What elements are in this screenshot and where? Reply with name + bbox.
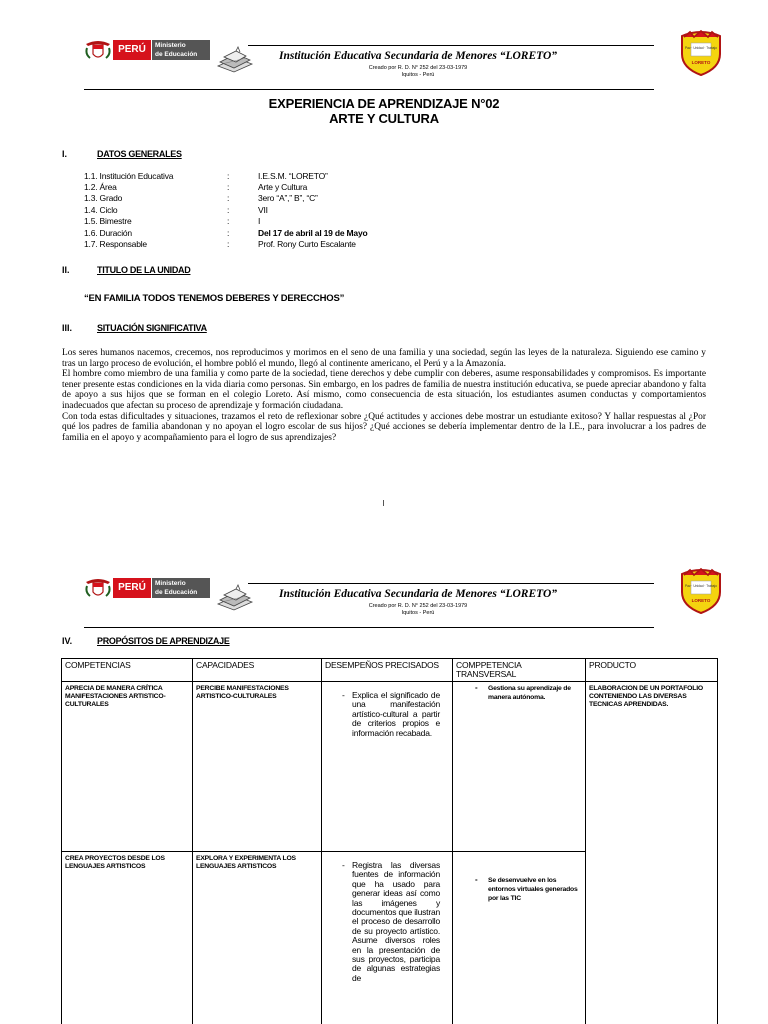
situation-paragraph: Los seres humanos nacemos, crecemos, nos reproducimos y morimos en el seno de una familia y una sociedad, según las leyes de la naturaleza. Siguiendo ese camino y tras un largo proceso de evolución, el hombre pobló el mundo, llegó al continente americano, el Perú y a la Amazonía.: [62, 348, 706, 369]
general-data-row: [84, 182, 684, 193]
ministry-label: [152, 40, 210, 60]
section-2-heading: TITULO DE LA UNIDAD: [97, 265, 191, 275]
section-1-heading: DATOS GENERALES: [97, 149, 182, 159]
header-bottom-rule: [84, 89, 654, 90]
school-shield-logo-icon: [676, 566, 726, 614]
general-data-colon: :: [227, 216, 230, 226]
page-header: [0, 28, 768, 88]
capacidad-cell: EXPLORA Y EXPERIMENTA LOS LENGUAJES ARTISTICOS: [193, 852, 322, 1024]
table-row: [62, 682, 718, 852]
column-header: CAPACIDADES: [193, 659, 322, 682]
table-header-row: [62, 659, 718, 682]
general-data-value: Arte y Cultura: [258, 182, 308, 192]
page-break-mark: [383, 500, 384, 506]
institution-name: Institución Educativa Secundaria de Menores “LORETO”: [278, 50, 558, 62]
general-data-key: 1.4. Ciclo: [84, 205, 118, 215]
logo-motto: Paz · Unidad · Trabajo: [685, 46, 717, 50]
column-header: COMPPETENCIA TRANSVERSAL: [453, 659, 586, 682]
producto-cell: ELABORACION DE UN PORTAFOLIO CONTENIENDO LAS DIVERSAS TECNICAS APRENDIDAS.: [586, 682, 718, 1024]
situation-paragraph: El hombre como miembro de una familia y como parte de la sociedad, tiene derechos y debe cumplir con deberes, asume responsabilidades y compromisos. Es importante tener presente estas condiciones en la vida diaria como personas. Sin embargo, en los padres de familia de nuestra institución educativa, se puede apreciar abandono y falta de apoyo a sus hijos que se forman en el colegio Loreto. Así mismo, como consecuencia de esta situación, los estudiantes asumen conductas y comportamientos inadecuados que afectan su proceso de aprendizaje y formación ciudadana.: [62, 369, 706, 411]
general-data-value: I.E.S.M. “LORETO”: [258, 171, 328, 181]
general-data-key: 1.5. Bimestre: [84, 216, 132, 226]
header-bottom-rule: [84, 627, 654, 628]
unit-title: “EN FAMILIA TODOS TENEMOS DEBERES Y DERECCHOS”: [84, 293, 345, 304]
header-top-rule: [248, 583, 654, 584]
logo-motto: Paz · Unidad · Trabajo: [685, 584, 717, 588]
general-data-colon: :: [227, 239, 230, 249]
section-3-heading: SITUACIÓN SIGNIFICATIVA: [97, 323, 207, 333]
capacidad-cell: PERCIBE MANIFESTACIONES ARTISTICO-CULTURALES: [193, 682, 322, 852]
ministry-label: [152, 578, 210, 598]
general-data-key: 1.7. Responsable: [84, 239, 147, 249]
column-header: COMPETENCIAS: [62, 659, 193, 682]
peru-coat-of-arms-icon: [84, 576, 112, 600]
peru-coat-of-arms-icon: [84, 38, 112, 62]
ministry-line-1: Ministerio: [155, 580, 186, 587]
desempeno-text: Explica el significado de una manifestación artístico-cultural a partir de criterios propios e información recabada.: [352, 690, 440, 738]
school-shield-logo-icon: [676, 28, 726, 76]
general-data-key: 1.3. Grado: [84, 193, 123, 203]
section-3-number: III.: [62, 323, 73, 333]
peru-label: PERÚ: [113, 40, 151, 60]
bullet-dash: -: [342, 690, 345, 700]
learning-purposes-table: [61, 658, 718, 1024]
general-data-value: VII: [258, 205, 268, 215]
document-title-line-2: ARTE Y CULTURA: [329, 111, 439, 126]
institution-location: Iquitos - Perú: [401, 610, 435, 616]
logo-text: LORETO: [691, 60, 711, 65]
general-data-colon: :: [227, 171, 230, 181]
page-header: [0, 566, 768, 626]
general-data-row: [84, 239, 684, 250]
general-data-row: [84, 205, 684, 216]
desempeno-cell: [322, 682, 453, 852]
peru-label: PERÚ: [113, 578, 151, 598]
logo-text: LORETO: [691, 598, 711, 603]
ministry-line-1: Ministerio: [155, 42, 186, 49]
institution-created: Creado por R. D. N° 252 del 23-03-1979: [368, 603, 468, 609]
significant-situation-text: [62, 348, 706, 443]
header-top-rule: [248, 45, 654, 46]
transversal-text: Gestiona su aprendizaje de manera autónoma.: [488, 685, 571, 701]
general-data-key: 1.1. Institución Educativa: [84, 171, 174, 181]
section-4-number: IV.: [62, 636, 73, 646]
bullet-dash: -: [475, 875, 478, 884]
column-header: PRODUCTO: [586, 659, 718, 682]
competencia-cell: APRECIA DE MANERA CRÍTICA MANIFESTACIONES ARTISTICO-CULTURALES: [62, 682, 193, 852]
transversal-cell: [453, 852, 586, 1024]
general-data-colon: :: [227, 205, 230, 215]
general-data-row: [84, 216, 684, 227]
general-data-row: [84, 171, 684, 182]
transversal-text: Se desenvuelve en los entornos virtuales generados por las TIC: [488, 877, 578, 902]
general-data-key: 1.2. Área: [84, 182, 117, 192]
ministry-line-2: de Educación: [155, 589, 198, 596]
ministry-line-2: de Educación: [155, 51, 198, 58]
section-4-heading: PROPÓSITOS DE APRENDIZAJE: [97, 636, 230, 646]
general-data-row: [84, 193, 684, 204]
institution-location: Iquitos - Perú: [401, 72, 435, 78]
transversal-cell: [453, 682, 586, 852]
section-1-number: I.: [62, 149, 68, 159]
general-data-row: [84, 228, 684, 239]
institution-created: Creado por R. D. N° 252 del 23-03-1979: [368, 65, 468, 71]
desempeno-cell: [322, 852, 453, 1024]
general-data-colon: :: [227, 182, 230, 192]
general-data-colon: :: [227, 228, 230, 238]
general-data-colon: :: [227, 193, 230, 203]
section-2-number: II.: [62, 265, 70, 275]
general-data-value: I: [258, 216, 261, 226]
general-data-value: Prof. Rony Curto Escalante: [258, 239, 356, 249]
competencia-cell: CREA PROYECTOS DESDE LOS LENGUAJES ARTISTICOS: [62, 852, 193, 1024]
general-data-value: Del 17 de abril al 19 de Mayo: [258, 228, 368, 238]
institution-name: Institución Educativa Secundaria de Menores “LORETO”: [278, 588, 558, 600]
desempeno-text: Registra las diversas fuentes de información que ha usado para generar ideas así como las imágenes y documentos que ilustran el proceso de desarrollo de su proyecto artístico. Asume diversos roles en la presentación de sus proyectos, participa de algunas estrategias de: [352, 860, 441, 983]
general-data-value: 3ero “A”,” B”, “C”: [258, 193, 318, 203]
document-title-line-1: EXPERIENCIA DE APRENDIZAJE N°02: [268, 96, 500, 111]
bullet-dash: -: [342, 860, 345, 870]
situation-paragraph: Con toda estas dificultades y situaciones, trazamos el reto de reflexionar sobre ¿Qué actitudes y acciones debe mostrar un estudiante exitoso? Y hallar respuestas al ¿Por qué los padres de familia abandonan y no apoyan el logro escolar de sus hijos? ¿Qué acciones se debería implementar dentro de la I.E., para involucrar a los padres de familia en el apoyo y acompañamiento para el logro de sus aprendizajes?: [62, 411, 706, 443]
column-header: DESEMPEÑOS PRECISADOS: [322, 659, 453, 682]
bullet-dash: -: [475, 683, 478, 692]
general-data-key: 1.6. Duración: [84, 228, 132, 238]
